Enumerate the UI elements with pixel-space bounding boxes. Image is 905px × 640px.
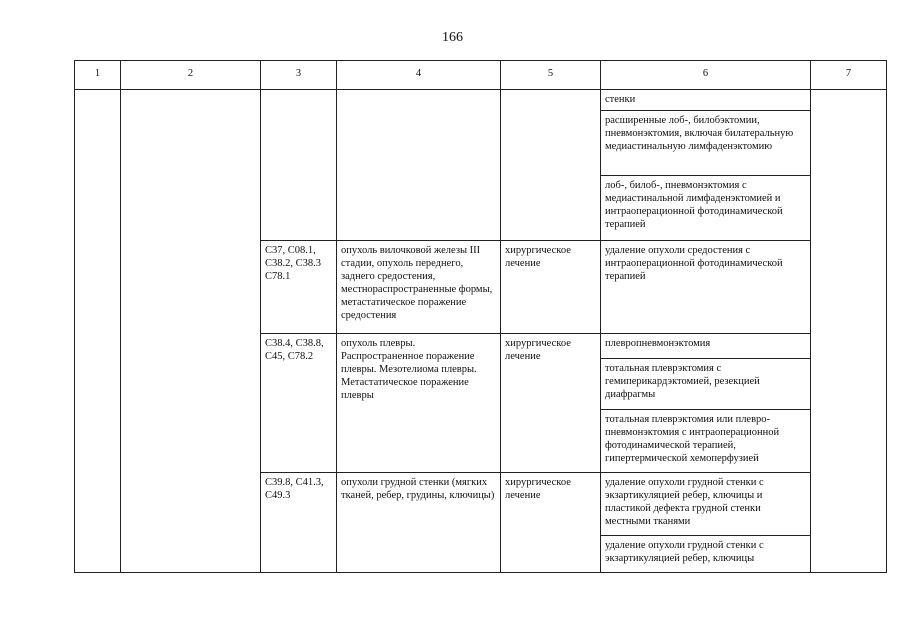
method-cell: тотальная плеврэктомия или плевро-пневмонэктомия с интраоперационной фотодинамической терапией, гипертермической хемоперфузией [601, 410, 811, 473]
method-cell: расширенные лоб-, билобэктомии, пневмонэктомия, включая билатеральную медиастинальную лимфаденэктомию [601, 111, 811, 176]
method-cell: удаление опухоли грудной стенки с экзартикуляцией ребер, ключицы и пластикой дефекта грудной стенки местными тканями [601, 473, 811, 536]
treatment-cell: хирургическое лечение [501, 473, 601, 573]
header-row [75, 61, 887, 90]
col-5-cell [501, 90, 601, 241]
method-cell: стенки [601, 90, 811, 111]
header-col-7: 7 [811, 61, 887, 90]
treatment-cell: хирургическое лечение [501, 334, 601, 473]
header-col-6: 6 [601, 61, 811, 90]
header-col-1: 1 [75, 61, 121, 90]
col-4-cell [337, 90, 501, 241]
method-cell: удаление опухоли грудной стенки с экзартикуляцией ребер, ключицы [601, 536, 811, 573]
codes-cell: C38.4, C38.8, C45, C78.2 [261, 334, 337, 473]
diagnosis-cell: опухоли грудной стенки (мягких тканей, ребер, грудины, ключицы) [337, 473, 501, 573]
page-number: 166 [442, 30, 463, 45]
method-cell: тотальная плеврэктомия с гемиперикардэктомией, резекцией диафрагмы [601, 359, 811, 410]
header-col-2: 2 [121, 61, 261, 90]
col-3-cell [261, 90, 337, 241]
codes-cell: C37, C08.1, C38.2, C38.3 C78.1 [261, 241, 337, 334]
method-cell: удаление опухоли средостения с интраоперационной фотодинамической терапией [601, 241, 811, 334]
header-col-5: 5 [501, 61, 601, 90]
treatment-cell: хирургическое лечение [501, 241, 601, 334]
col-1-cell [75, 90, 121, 573]
header-col-3: 3 [261, 61, 337, 90]
col-7-cell [811, 90, 887, 573]
table-row [75, 90, 887, 111]
method-cell: плевропневмонэктомия [601, 334, 811, 359]
diagnosis-cell: опухоль плевры. Распространенное поражение плевры. Мезотелиома плевры. Метастатическое поражение плевры [337, 334, 501, 473]
method-cell: лоб-, билоб-, пневмонэктомия с медиастинальной лимфаденэктомией и интраоперационной фотодинамической терапией [601, 176, 811, 241]
diagnosis-cell: опухоль вилочковой железы III стадии, опухоль переднего, заднего средостения, местнораспространенные формы, метастатическое поражение средостения [337, 241, 501, 334]
codes-cell: C39.8, C41.3, C49.3 [261, 473, 337, 573]
medical-procedures-table [74, 60, 887, 573]
header-col-4: 4 [337, 61, 501, 90]
col-2-cell [121, 90, 261, 573]
